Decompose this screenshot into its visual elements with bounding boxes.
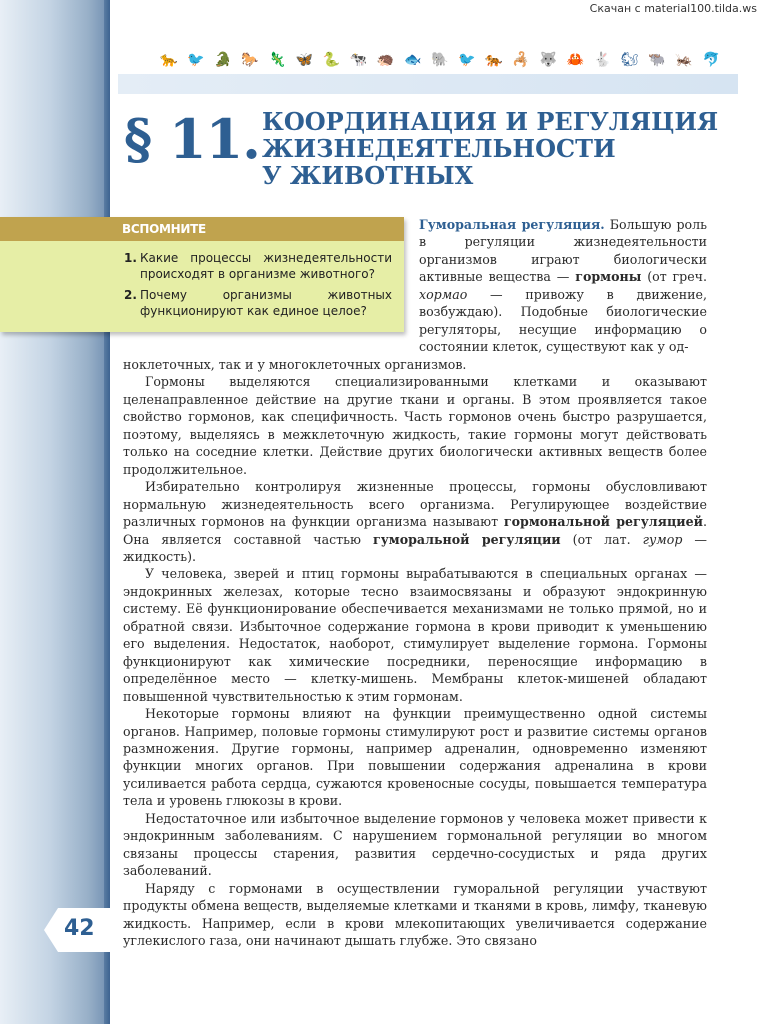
recall-header: ВСПОМНИТЕ bbox=[0, 217, 404, 241]
recall-item bbox=[124, 250, 392, 282]
subsection-heading: Гуморальная регуляция. bbox=[419, 217, 605, 232]
paragraph: Гормоны выделяются специализированными клетками и оказывают целенаправленное действие на другие ткани и органы. В этом проявляется такое свойство гормонов, как специфичность. Часть гормонов очень быстро разрушается, поэтому, выделяясь в межклеточную жидкость, такие гормоны могут действовать только на соседние клетки. Действие других биологически активных веществ более продолжительное. bbox=[123, 374, 707, 477]
text-run: . Она является составной частью bbox=[123, 514, 707, 547]
term-bold: гуморальной регуляции bbox=[373, 531, 561, 547]
recall-item bbox=[124, 287, 392, 319]
animal-silhouettes-icon: 🐆 🐦 🐊 🐎 🦎 🦋 🐍 🐄 🦔 🐟 🐘 🐦 🐅 🦂 🐺 🦀 🐇 🐿 🐃 🦗 🐬 bbox=[160, 52, 720, 68]
section-title bbox=[262, 108, 732, 189]
download-watermark: Скачан с material100.tilda.ws bbox=[589, 2, 757, 15]
section-title-line: КООРДИНАЦИЯ И РЕГУЛЯЦИЯ bbox=[262, 107, 719, 136]
section-title-line: ЖИЗНЕДЕЯТЕЛЬНОСТИ bbox=[262, 134, 616, 163]
recall-item-text: Почему организмы животных функционируют как единое целое? bbox=[140, 288, 392, 318]
paragraph: Наряду с гормонами в осуществлении гуморальной регуляции участвуют продукты обмена веществ, выделяемые клетками и тканями в кровь, лимфу, тканевую жидкость. Например, если в крови млекопитающих увеличивается содержание углекислого газа, они начинают дышать глубже. Это связано bbox=[123, 880, 707, 948]
text-run: (от греч. bbox=[641, 269, 707, 285]
left-margin-bar bbox=[0, 0, 110, 1024]
section-title-line: У ЖИВОТНЫХ bbox=[262, 161, 474, 190]
recall-item-number: 2. bbox=[124, 288, 137, 302]
intro-paragraph bbox=[419, 216, 707, 356]
paragraph: ноклеточных, так и у многоклеточных организмов. bbox=[123, 357, 467, 372]
text-run: (от лат. bbox=[560, 531, 643, 547]
paragraph bbox=[123, 478, 707, 565]
page-number: 42 bbox=[64, 916, 95, 941]
text-run: Большую роль в регуляции жизнедеятельности организмов играют биологически активные вещества — bbox=[419, 217, 707, 285]
text-run: — привожу в движение, возбуждаю). Подобные биологические регуляторы, несущие информацию о состоянии клеток, существуют как у од- bbox=[419, 286, 707, 355]
term-italic: хормао bbox=[419, 286, 468, 302]
text-run: — жидкость). bbox=[123, 531, 708, 564]
recall-box bbox=[0, 217, 404, 332]
paragraph: Некоторые гормоны влияют на функции преимущественно одной системы органов. Например, половые гормоны стимулируют рост и развитие системы органов размножения. Другие гормоны, например адреналин, одновременно изменяют функции многих органов. При повышении содержания адреналина в крови усиливается работа сердца, сужаются кровеносные сосуды, повышается температура тела и уровень глюкозы в крови. bbox=[123, 706, 707, 809]
text-run: Избирательно контролируя жизненные процессы, гормоны обусловливают нормальную жизнедеятельность всего организма. Регулирующее воздействие различных гормонов на функции организма называют bbox=[123, 479, 707, 530]
header-band bbox=[118, 74, 738, 94]
section-number: § 11. bbox=[124, 107, 260, 171]
paragraph: У человека, зверей и птиц гормоны вырабатываются в специальных органах — эндокринных железах, которые тесно взаимосвязаны и образуют эндокринную систему. Её функционирование обеспечивается механизмами не только прямой, но и обратной связи. Избыточное содержание гормона в крови приводит к уменьшению его выделения. Недостаток, наоборот, стимулирует выделение гормона. Гормоны функционируют как химические посредники, переносящие информацию в определённое место — клетку-мишень. Мембраны клеток-мишеней обладают повышенной чувствительностью к этим гормонам. bbox=[123, 566, 707, 704]
left-margin-edge bbox=[104, 0, 110, 1024]
recall-item-text: Какие процессы жизнедеятельности происходят в организме животного? bbox=[140, 251, 392, 281]
term-bold: гормональной регуляцией bbox=[503, 514, 703, 530]
recall-item-number: 1. bbox=[124, 251, 137, 265]
recall-list bbox=[0, 241, 404, 319]
paragraph: Недостаточное или избыточное выделение гормонов у человека может привести к эндокринным заболеваниям. С нарушением гормональной регуляции во многом связаны процессы старения, развития сердечно-сосудистых и ряда других заболеваний. bbox=[123, 810, 707, 879]
term-italic: гумор bbox=[642, 531, 683, 547]
term-bold: гормоны bbox=[575, 269, 642, 285]
main-text bbox=[123, 356, 707, 949]
